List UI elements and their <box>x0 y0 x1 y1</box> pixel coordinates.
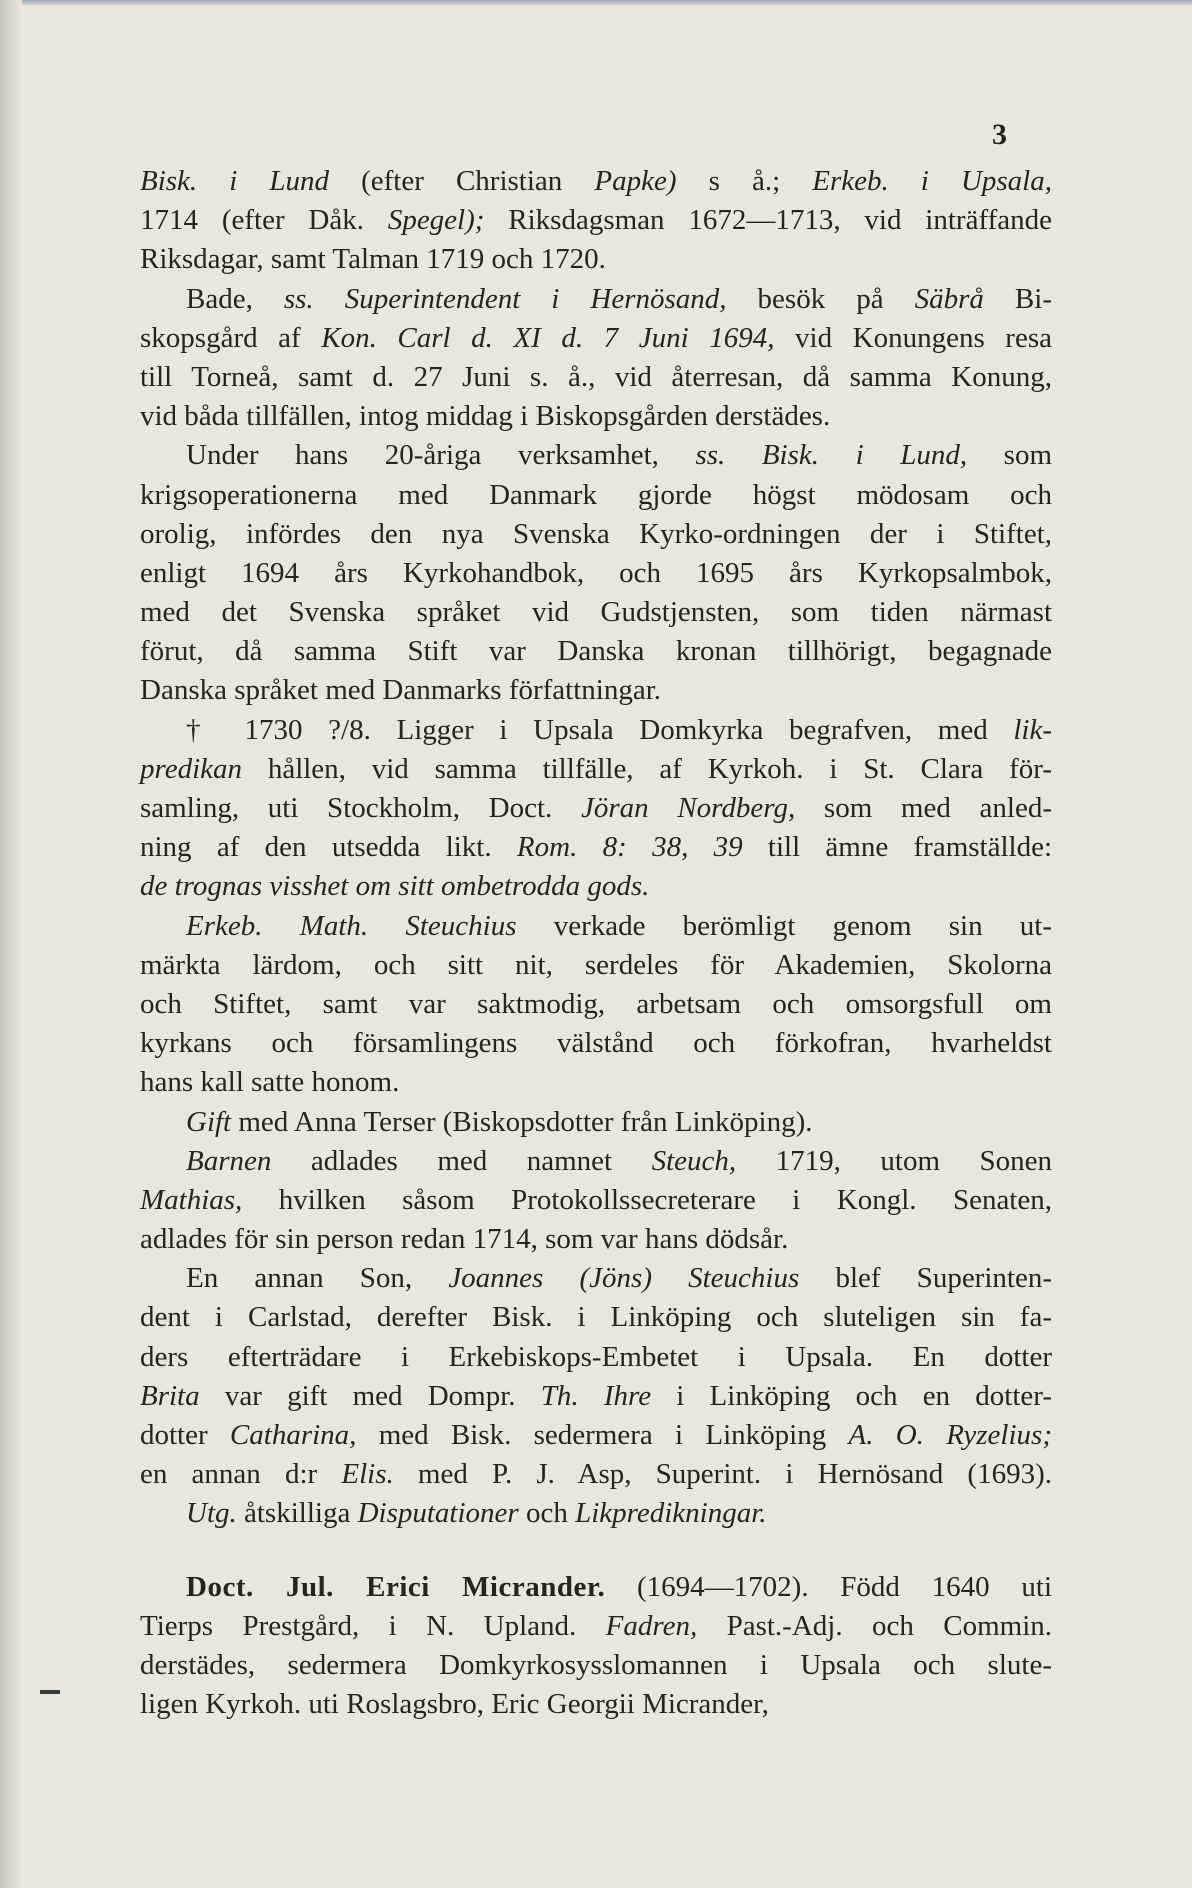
text-span: åtskilliga <box>236 1497 358 1530</box>
text-line <box>140 280 1052 319</box>
text-line <box>140 1142 1052 1181</box>
text-line <box>140 436 1052 475</box>
text-span: som med anled- <box>795 792 1052 824</box>
italic-span: Gift <box>186 1105 232 1138</box>
text-line <box>140 671 1052 710</box>
scan-binding-edge <box>0 0 22 1888</box>
text-span: besök på <box>726 282 915 315</box>
text-span: † 1730 ?/8. Ligger i Upsala Domkyrka begrafven, med <box>186 713 1014 746</box>
text-line <box>140 1568 1052 1607</box>
italic-span: Joannes (Jöns) Steuchius <box>448 1262 800 1295</box>
text-line <box>140 1377 1052 1416</box>
text-span: krigsoperationerna med Danmark gjorde högst mödosam och <box>140 478 1052 511</box>
text-line <box>140 907 1052 946</box>
text-line <box>140 1259 1052 1298</box>
text-span: Bi- <box>983 282 1052 315</box>
paragraph-gap <box>140 1534 1052 1568</box>
text-line <box>140 711 1052 750</box>
text-line <box>140 397 1052 436</box>
text-line <box>140 1103 1052 1142</box>
text-span: derstädes, sedermera Domkyrkosysslomannen i Upsala och slute- <box>140 1648 1052 1681</box>
italic-span: Disputationer <box>357 1497 519 1530</box>
section-heading: Doct. Jul. Erici Micrander. <box>186 1570 606 1603</box>
text-line <box>140 1063 1052 1102</box>
text-span: med det Svenska språket vid Gudstjensten, som tiden närmast <box>140 596 1052 629</box>
text-span: hållen, vid samma tillfälle, af Kyrkoh. i St. Clara för- <box>242 752 1052 785</box>
text-span: En annan Son, <box>186 1262 449 1295</box>
text-span: enligt 1694 års Kyrkohandbok, och 1695 års Kyrkopsalmbok, <box>140 556 1052 589</box>
text-line <box>140 240 1052 279</box>
text-span: med Anna Terser (Biskopsdotter från Linköping). <box>231 1105 813 1138</box>
italic-span: Fadren, <box>605 1609 698 1642</box>
italic-span: Rom. 8: 38, 39 <box>516 831 743 864</box>
italic-span: Papke) <box>594 165 677 197</box>
text-span: blef Superinten- <box>799 1262 1052 1295</box>
text-line <box>140 593 1052 632</box>
text-line <box>140 1416 1052 1455</box>
text-span: och Stiftet, samt var saktmodig, arbetsam och omsorgsfull om <box>140 987 1052 1020</box>
text-span: Riksdagsman 1672—1713, vid inträffande <box>484 204 1052 237</box>
text-span: adlades för sin person redan 1714, som var hans dödsår. <box>140 1223 789 1256</box>
text-span: (1694—1702). Född 1640 uti <box>605 1570 1052 1603</box>
text-line <box>140 1338 1052 1377</box>
text-line <box>140 985 1052 1024</box>
italic-span: Jöran Nordberg, <box>580 792 796 824</box>
text-span: med Bisk. sedermera i Linköping <box>356 1419 849 1451</box>
text-line <box>140 319 1052 358</box>
text-span: i Linköping och en dotter- <box>651 1379 1052 1412</box>
text-span: Under hans 20-åriga verksamhet, <box>186 439 696 472</box>
italic-span: Steuch, <box>651 1144 737 1177</box>
text-line <box>140 1220 1052 1259</box>
text-span: med P. J. Asp, Superint. i Hernösand (1693). <box>393 1458 1052 1491</box>
margin-mark <box>40 1690 60 1694</box>
text-line <box>140 515 1052 554</box>
text-line <box>140 1646 1052 1685</box>
text-line <box>140 1181 1052 1220</box>
text-span: till ämne framställde: <box>742 831 1053 864</box>
italic-span: Erkeb. Math. Steuchius <box>186 909 517 942</box>
body-text <box>140 162 1052 1724</box>
italic-span: Kon. Carl d. XI d. 7 Juni 1694, <box>321 321 775 354</box>
text-span: s å.; <box>676 165 813 197</box>
text-span: kyrkans och församlingens välstånd och förkofran, hvarheldst <box>140 1027 1052 1060</box>
text-line <box>140 554 1052 593</box>
text-span: (efter Christian <box>329 165 595 197</box>
italic-span: Brita <box>140 1379 200 1412</box>
text-span: var gift med Dompr. <box>199 1379 541 1412</box>
text-span: Riksdagar, samt Talman 1719 och 1720. <box>140 243 606 276</box>
italic-span: Barnen <box>186 1144 272 1177</box>
text-line <box>140 201 1052 240</box>
text-span: förut, då samma Stift var Danska kronan tillhörigt, begagnade <box>140 635 1052 668</box>
text-span: till Torneå, samt d. 27 Juni s. å., vid återresan, då samma Konung, <box>140 360 1052 393</box>
text-span: hvilken såsom Protokollssecreterare i Kongl. Senaten, <box>242 1183 1052 1216</box>
text-span: vid Konungens resa <box>774 321 1052 354</box>
text-span: märkta lärdom, och sitt nit, serdeles för Akademien, Skolorna <box>140 948 1052 981</box>
page-number: 3 <box>992 118 1007 151</box>
scan-top-edge <box>0 0 1192 6</box>
text-line <box>140 946 1052 985</box>
text-span: ders efterträdare i Erkebiskops-Embetet i Upsala. En dotter <box>140 1340 1052 1373</box>
italic-span: Th. Ihre <box>540 1379 652 1412</box>
text-span: Past.-Adj. och Commin. <box>697 1609 1052 1642</box>
italic-span: Utg. <box>186 1497 237 1530</box>
italic-span: Catharina, <box>229 1419 357 1451</box>
italic-span: predikan <box>140 752 243 785</box>
text-span: samling, uti Stockholm, Doct. <box>140 792 581 824</box>
italic-span: ss. Bisk. i Lund, <box>695 439 968 472</box>
text-span: vid båda tillfällen, intog middag i Biskopsgården derstädes. <box>140 400 831 433</box>
text-span: skopsgård af <box>140 321 322 354</box>
text-span: 1719, utom Sonen <box>736 1144 1052 1177</box>
italic-span: A. O. Ryzelius; <box>848 1419 1052 1451</box>
text-span: adlades med namnet <box>271 1144 652 1177</box>
text-line <box>140 476 1052 515</box>
text-line <box>140 1494 1052 1533</box>
italic-span: de trognas visshet om sitt ombetrodda gods. <box>140 870 650 903</box>
text-line <box>140 789 1052 828</box>
text-span: hans kall satte honom. <box>140 1066 400 1099</box>
italic-span: lik- <box>1013 713 1052 746</box>
text-span: ligen Kyrkoh. uti Roslagsbro, Eric Georgii Micrander, <box>140 1688 769 1721</box>
italic-span: Säbrå <box>914 282 984 315</box>
text-span: dent i Carlstad, derefter Bisk. i Linköping och sluteligen sin fa- <box>140 1301 1052 1334</box>
text-span: som <box>967 439 1053 472</box>
text-line <box>140 867 1052 906</box>
text-span: Bade, <box>186 282 284 315</box>
text-span: orolig, infördes den nya Svenska Kyrko-ordningen der i Stiftet, <box>140 517 1052 550</box>
text-line <box>140 750 1052 789</box>
text-line <box>140 162 1052 201</box>
italic-span: Likpredikningar. <box>575 1497 767 1530</box>
text-line <box>140 1607 1052 1646</box>
text-span: och <box>518 1497 576 1530</box>
italic-span: Erkeb. i Upsala, <box>812 165 1052 197</box>
italic-span: Bisk. i Lund <box>140 165 330 197</box>
text-line <box>140 1685 1052 1724</box>
text-line <box>140 1455 1052 1494</box>
italic-span: Mathias, <box>140 1183 243 1216</box>
text-line <box>140 632 1052 671</box>
text-span: verkade berömligt genom sin ut- <box>516 909 1052 942</box>
italic-span: Elis. <box>341 1458 394 1491</box>
text-span: Tierps Prestgård, i N. Upland. <box>140 1609 606 1642</box>
text-span: ning af den utsedda likt. <box>140 831 517 864</box>
italic-span: ss. Superintendent i Hernösand, <box>283 282 727 315</box>
text-line <box>140 1298 1052 1337</box>
text-span: Danska språket med Danmarks författningar. <box>140 674 662 707</box>
italic-span: Spegel); <box>387 204 485 237</box>
text-line <box>140 1024 1052 1063</box>
text-line <box>140 358 1052 397</box>
text-span: en annan d:r <box>140 1458 342 1491</box>
text-span: dotter <box>140 1419 230 1451</box>
text-line <box>140 828 1052 867</box>
text-span: 1714 (efter Dåk. <box>140 204 388 237</box>
